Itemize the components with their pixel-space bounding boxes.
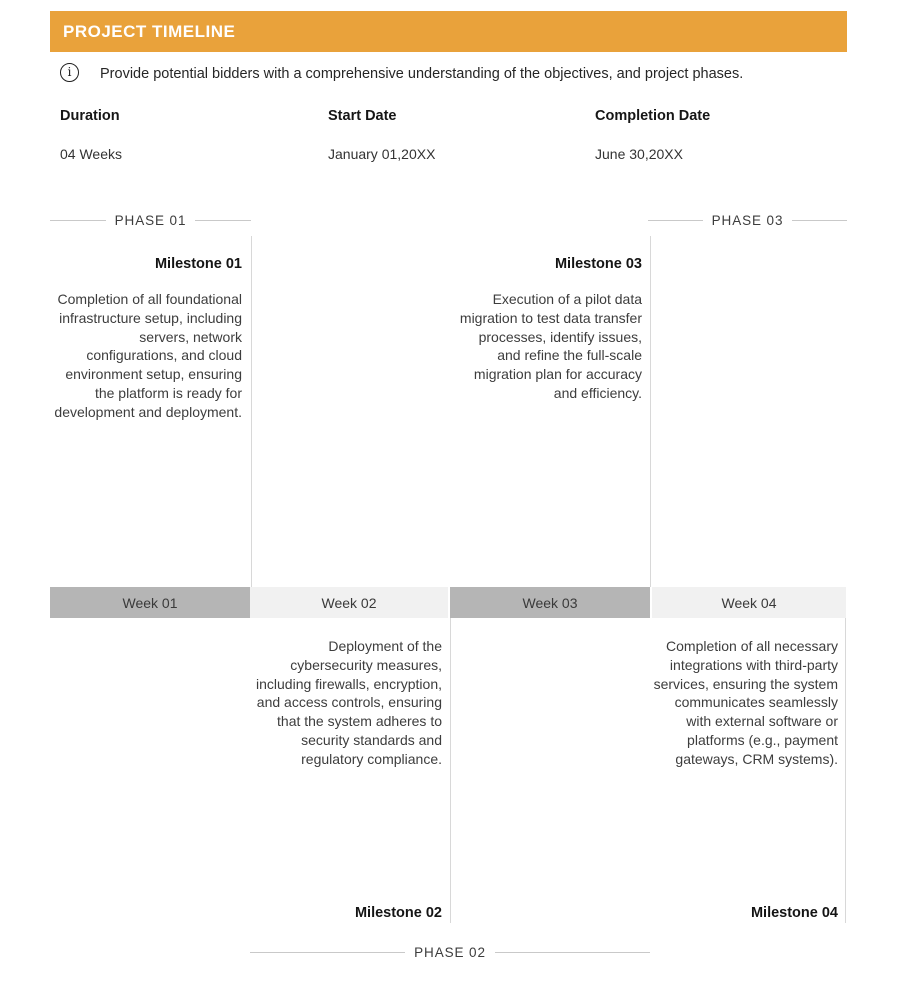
intro-text: Provide potential bidders with a comprehensive understanding of the objectives, and project phases. [100,66,744,82]
field-start-date-label: Start Date [328,108,397,124]
field-completion-date-label: Completion Date [595,108,711,124]
phase-03-text: PHASE 03 [711,213,784,228]
week-timeline-bar [50,587,846,618]
week-03-label: Week 03 [522,594,578,611]
milestone-03-block [452,256,642,403]
info-icon: i [60,63,79,82]
phase-dash-line [195,220,251,221]
field-duration-value: 04 Weeks [60,146,122,162]
field-start-date [328,108,435,162]
week-01-label: Week 01 [122,594,178,611]
phase-02-label [250,944,650,961]
divider-line-milestone-04 [845,618,846,923]
milestone-01-block [52,256,242,421]
field-completion-date [595,108,710,162]
week-04-label: Week 04 [721,594,777,611]
divider-line-milestone-03 [650,236,651,587]
milestone-03-title: Milestone 03 [554,256,642,272]
milestone-04-title: Milestone 04 [750,905,838,921]
phase-dash-line [250,952,405,953]
milestone-02-description: Deployment of the cybersecurity measures, including firewalls, encryption, and access controls, ensuring that the system adheres to security standards and regulatory compliance. [256,638,442,767]
week-segment-02 [250,587,448,618]
phase-dash-line [648,220,703,221]
milestone-02-title: Milestone 02 [354,905,442,921]
page-title: PROJECT TIMELINE [63,21,236,41]
phase-dash-line [50,220,106,221]
milestone-01-description: Completion of all foundational infrastructure setup, including servers, network configurations, and cloud environment setup, ensuring the platform is ready for development and deployment. [54,291,242,420]
week-02-label: Week 02 [321,594,377,611]
field-completion-date-value: June 30,20XX [595,146,683,162]
week-segment-01 [50,587,250,618]
phase-03-label [648,212,847,229]
phase-01-label [50,212,251,229]
divider-line-milestone-01 [251,236,252,587]
phase-01-text: PHASE 01 [114,213,187,228]
field-duration-label: Duration [60,108,120,124]
milestone-01-title: Milestone 01 [154,256,242,272]
milestone-04-description: Completion of all necessary integrations with third-party services, ensuring the system communicates seamlessly with external software or platforms (e.g., payment gateways, CRM systems). [653,638,838,767]
divider-line-milestone-02 [450,618,451,923]
phase-dash-line [495,952,650,953]
section-header-bar [50,11,847,52]
phase-dash-line [792,220,847,221]
week-segment-04 [650,587,846,618]
field-duration [60,108,122,162]
week-segment-03 [448,587,650,618]
field-start-date-value: January 01,20XX [328,146,436,162]
milestone-03-description: Execution of a pilot data migration to test data transfer processes, identify issues, and refine the full-scale migration plan for accuracy and efficiency. [459,291,642,401]
phase-02-text: PHASE 02 [414,945,486,960]
